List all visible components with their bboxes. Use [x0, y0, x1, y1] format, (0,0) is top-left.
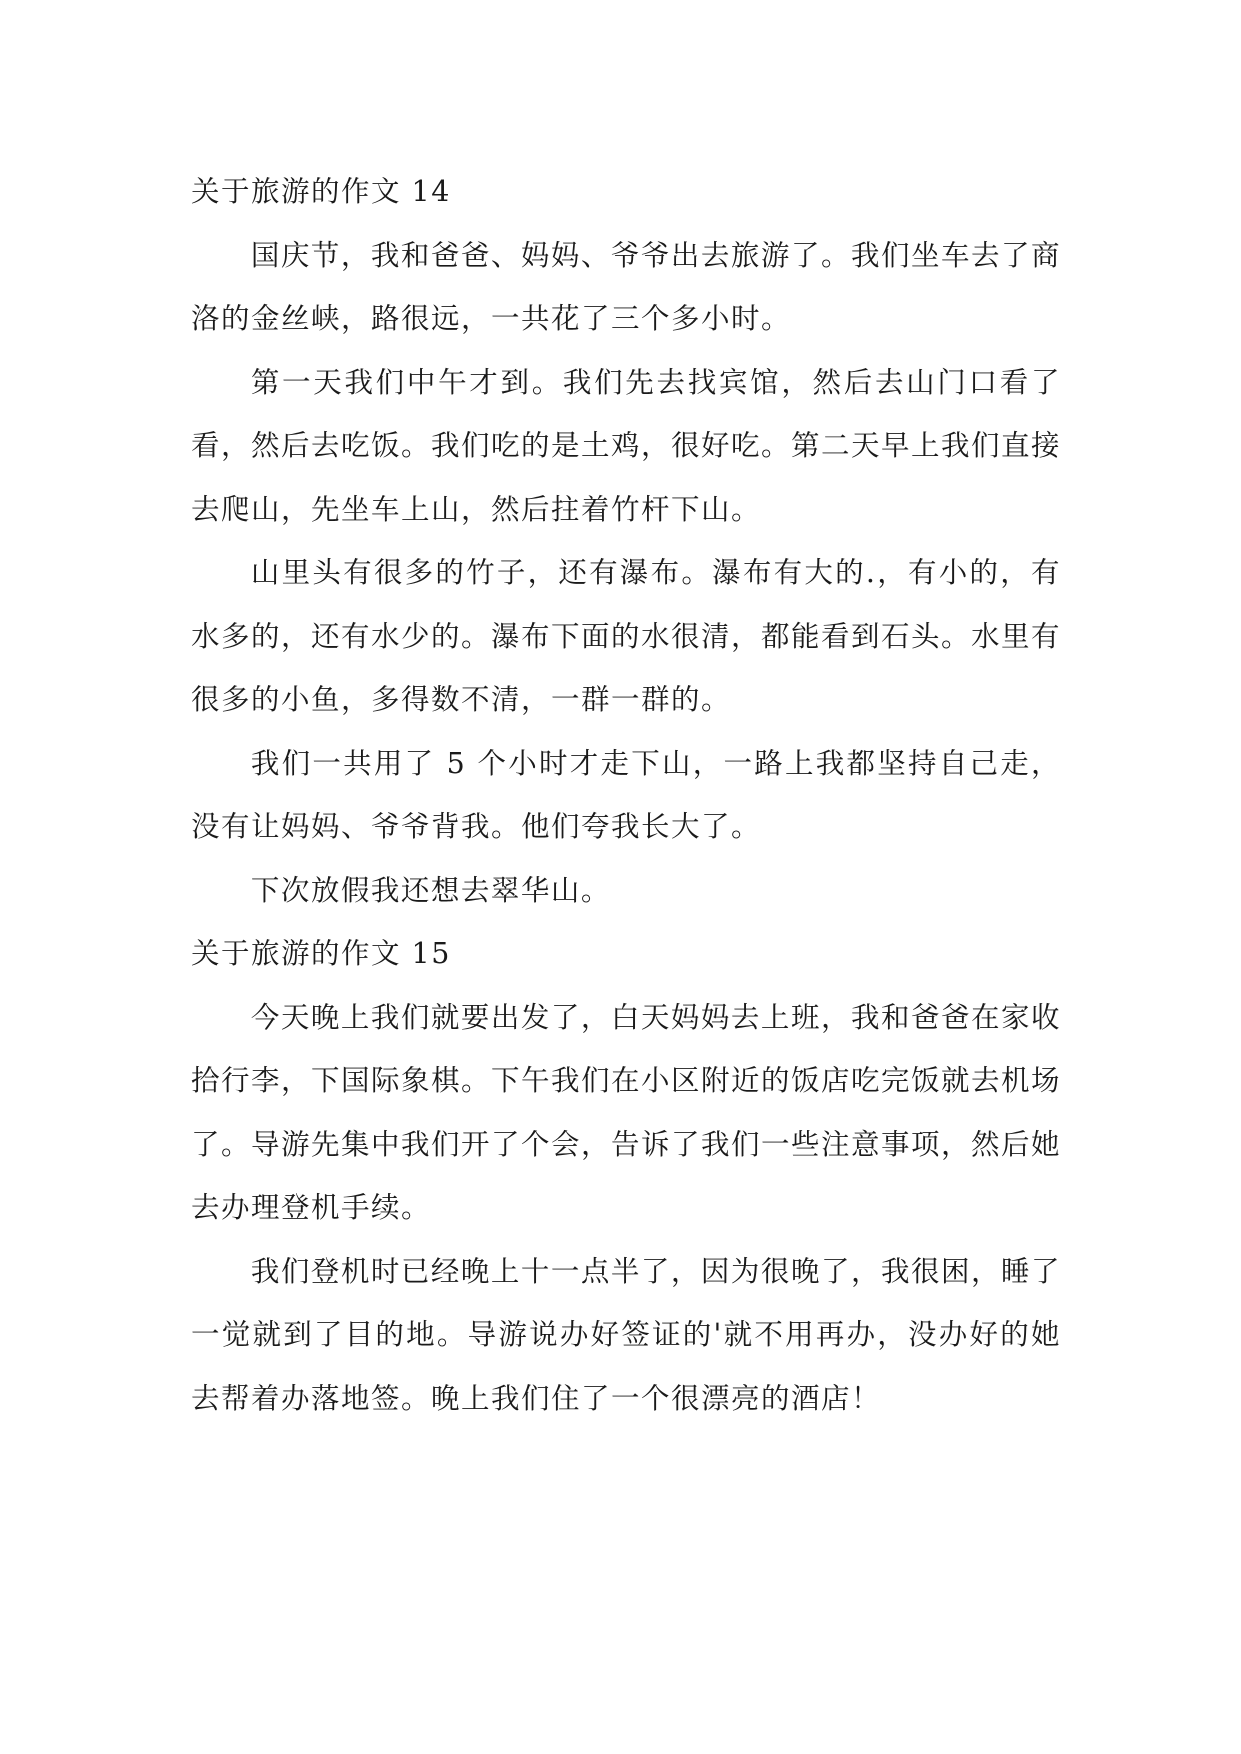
- essay-paragraph: 我们登机时已经晚上十一点半了，因为很晚了，我很困，睡了一觉就到了目的地。导游说办好签证的'就不用再办，没办好的她去帮着办落地签。晚上我们住了一个很漂亮的酒店！: [191, 1254, 1061, 1415]
- document-body: [191, 160, 1061, 1430]
- essay-title: 关于旅游的作文 15: [191, 937, 451, 970]
- essay-paragraph: 山里头有很多的竹子，还有瀑布。瀑布有大的.，有小的，有水多的，还有水少的。瀑布下面的水很清，都能看到石头。水里有很多的小鱼，多得数不清，一群一群的。: [191, 556, 1062, 716]
- essay-paragraph: 今天晚上我们就要出发了，白天妈妈去上班，我和爸爸在家收拾行李，下国际象棋。下午我们在小区附近的饭店吃完饭就去机场了。导游先集中我们开了个会，告诉了我们一些注意事项，然后她去办理登机手续。: [191, 1000, 1062, 1224]
- essay-paragraph: 第一天我们中午才到。我们先去找宾馆，然后去山门口看了看，然后去吃饭。我们吃的是土鸡，很好吃。第二天早上我们直接去爬山，先坐车上山，然后拄着竹杆下山。: [191, 365, 1062, 526]
- essay-paragraph: 下次放假我还想去翠华山。: [250, 873, 611, 907]
- essay-15: [191, 922, 1061, 1430]
- essay-title: 关于旅游的作文 14: [191, 175, 451, 208]
- essay-paragraph: 国庆节，我和爸爸、妈妈、爷爷出去旅游了。我们坐车去了商洛的金丝峡，路很远，一共花了三个多小时。: [191, 238, 1061, 335]
- essay-paragraph: 我们一共用了 5 个小时才走下山，一路上我都坚持自己走，没有让妈妈、爷爷背我。他们夸我长大了。: [191, 746, 1061, 843]
- essay-14: [191, 160, 1061, 922]
